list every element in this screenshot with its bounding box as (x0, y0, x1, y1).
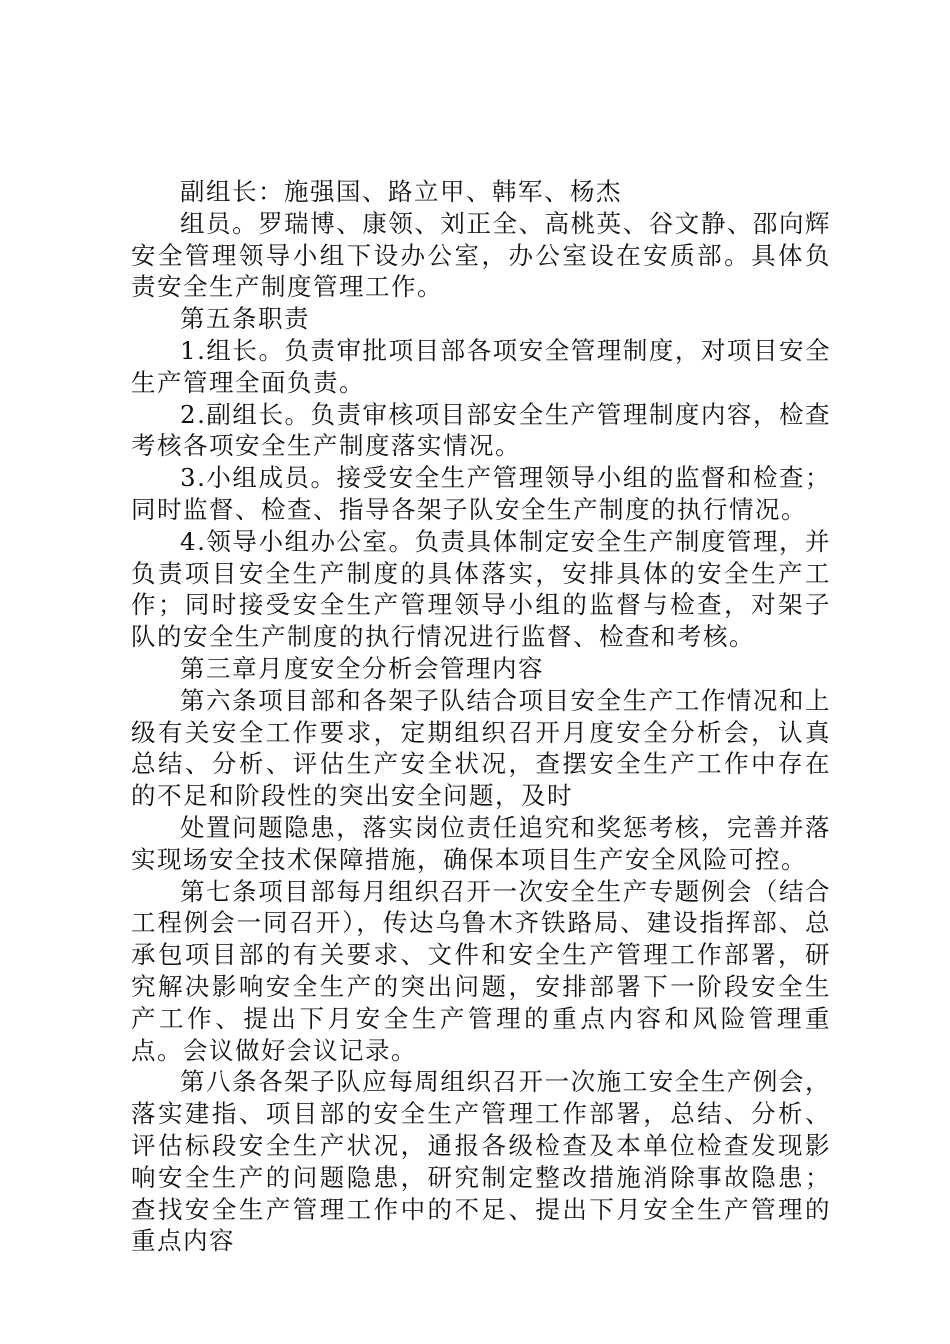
paragraph-article-8: 第八条各架子队应每周组织召开一次施工安全生产例会，落实建指、项目部的安全生产管理工作部署，总结、分析、评估标段安全生产状况，通报各级检查及本单位检查发现影响安全生产的问题隐患，研究制定整改措施消除事故隐患；查找安全生产管理工作中的不足、提出下月安全生产管理的重点内容 (131, 1067, 831, 1256)
paragraph-article-7: 第七条项目部每月组织召开一次安全生产专题例会（结合工程例会一同召开），传达乌鲁木齐铁路局、建设指挥部、总承包项目部的有关要求、文件和安全生产管理工作部署，研究解决影响安全生产的突出问题，安排部署下一阶段安全生产工作、提出下月安全生产管理的重点内容和风险管理重点。会议做好会议记录。 (131, 876, 831, 1065)
paragraph-article-5-heading: 第五条职责 (180, 304, 310, 334)
paragraph-duty-deputy: 2.副组长。负责审核项目部安全生产管理制度内容，检查考核各项安全生产制度落实情况。 (131, 399, 831, 461)
paragraph-article-6-cont: 处置问题隐患，落实岗位责任追究和奖惩考核，完善并落实现场安全技术保障措施，确保本项目生产安全风险可控。 (131, 812, 831, 874)
paragraph-members-office: 组员。罗瑞博、康领、刘正全、高桃英、谷文静、邵向辉安全管理领导小组下设办公室，办公室设在安质部。具体负责安全生产制度管理工作。 (131, 208, 831, 302)
document-body (131, 176, 831, 1257)
paragraph-duty-leader: 1.组长。负责审批项目部各项安全管理制度，对项目安全生产管理全面负责。 (131, 335, 831, 397)
paragraph-article-6: 第六条项目部和各架子队结合项目安全生产工作情况和上级有关安全工作要求，定期组织召开月度安全分析会，认真总结、分析、评估生产安全状况，查摆安全生产工作中存在的不足和阶段性的突出安全问题，及时 (131, 685, 831, 811)
paragraph-duty-office: 4.领导小组办公室。负责具体制定安全生产制度管理，并负责项目安全生产制度的具体落实，安排具体的安全生产工作；同时接受安全生产管理领导小组的监督与检查，对架子队的安全生产制度的执行情况进行监督、检查和考核。 (131, 526, 831, 652)
paragraph-deputy-leaders: 副组长：施强国、路立甲、韩军、杨杰 (180, 177, 622, 206)
paragraph-chapter-3-heading: 第三章月度安全分析会管理内容 (180, 653, 544, 683)
paragraph-duty-members: 3.小组成员。接受安全生产管理领导小组的监督和检查；同时监督、检查、指导各架子队安全生产制度的执行情况。 (131, 463, 831, 524)
